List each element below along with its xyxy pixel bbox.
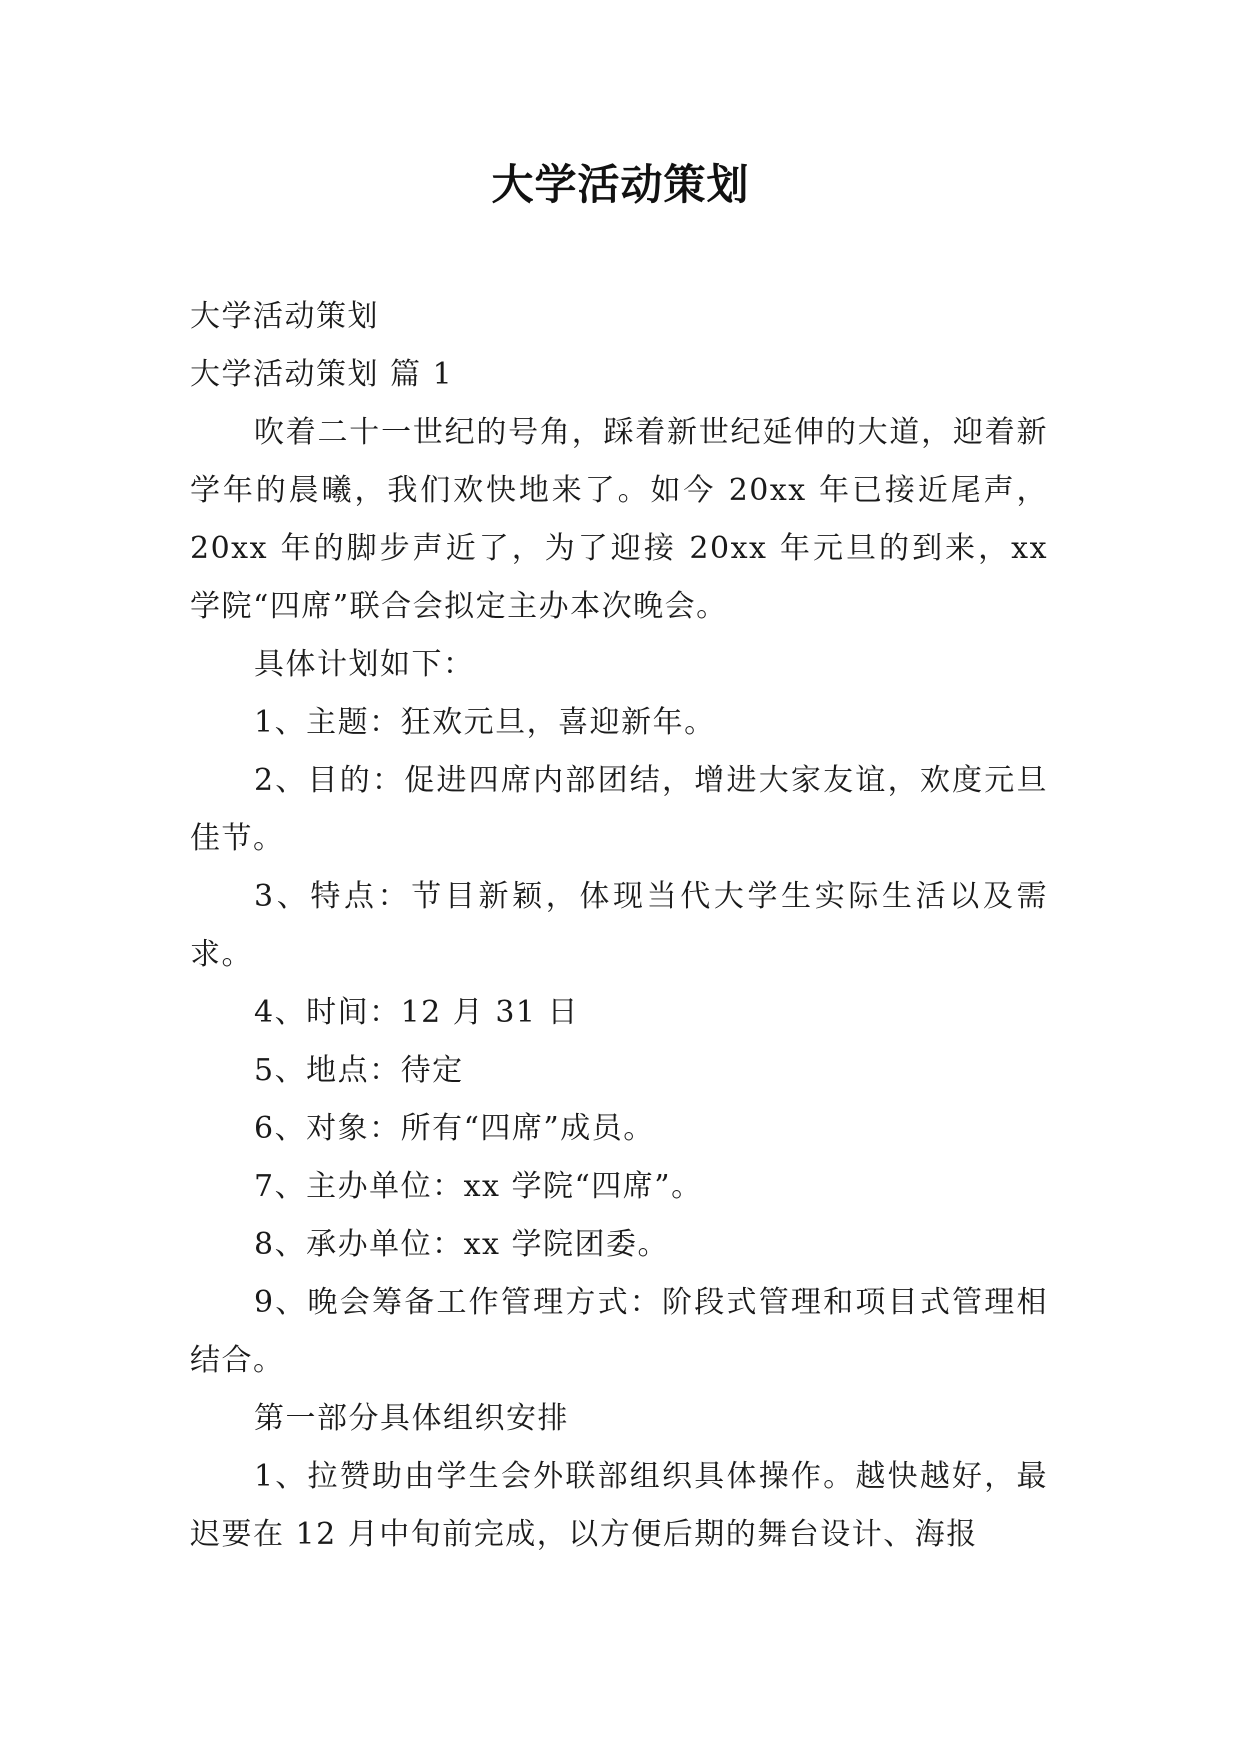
list-item: 1、拉赞助由学生会外联部组织具体操作。越快越好，最迟要在 12 月中旬前完成，以方便后期的舞台设计、海报 (190, 1459, 1048, 1552)
document-body (190, 288, 1048, 1564)
list-item: 2、目的：促进四席内部团结，增进大家友谊，欢度元旦佳节。 (190, 763, 1048, 856)
list-item: 9、晚会筹备工作管理方式：阶段式管理和项目式管理相结合。 (190, 1285, 1048, 1378)
paragraph: 具体计划如下： (254, 647, 475, 682)
list-item: 6、对象：所有“四席”成员。 (254, 1111, 655, 1146)
paragraph: 大学活动策划 篇 1 (190, 357, 454, 392)
list-item: 4、时间：12 月 31 日 (254, 995, 580, 1030)
document-title: 大学活动策划 (491, 160, 750, 209)
section-heading: 第一部分具体组织安排 (254, 1401, 569, 1436)
list-item: 7、主办单位：xx 学院“四席”。 (254, 1169, 703, 1204)
paragraph: 大学活动策划 (190, 299, 379, 334)
paragraph: 吹着二十一世纪的号角，踩着新世纪延伸的大道，迎着新学年的晨曦，我们欢快地来了。如今 20xx 年已接近尾声，20xx 年的脚步声近了，为了迎接 20xx 年元旦的到来，xx 学院“四席”联合会拟定主办本次晚会。 (190, 415, 1048, 624)
list-item: 8、承办单位：xx 学院团委。 (254, 1227, 669, 1262)
list-item: 1、主题：狂欢元旦，喜迎新年。 (254, 705, 716, 740)
list-item: 5、地点：待定 (254, 1053, 464, 1088)
list-item: 3、特点：节目新颖，体现当代大学生实际生活以及需求。 (190, 879, 1048, 972)
